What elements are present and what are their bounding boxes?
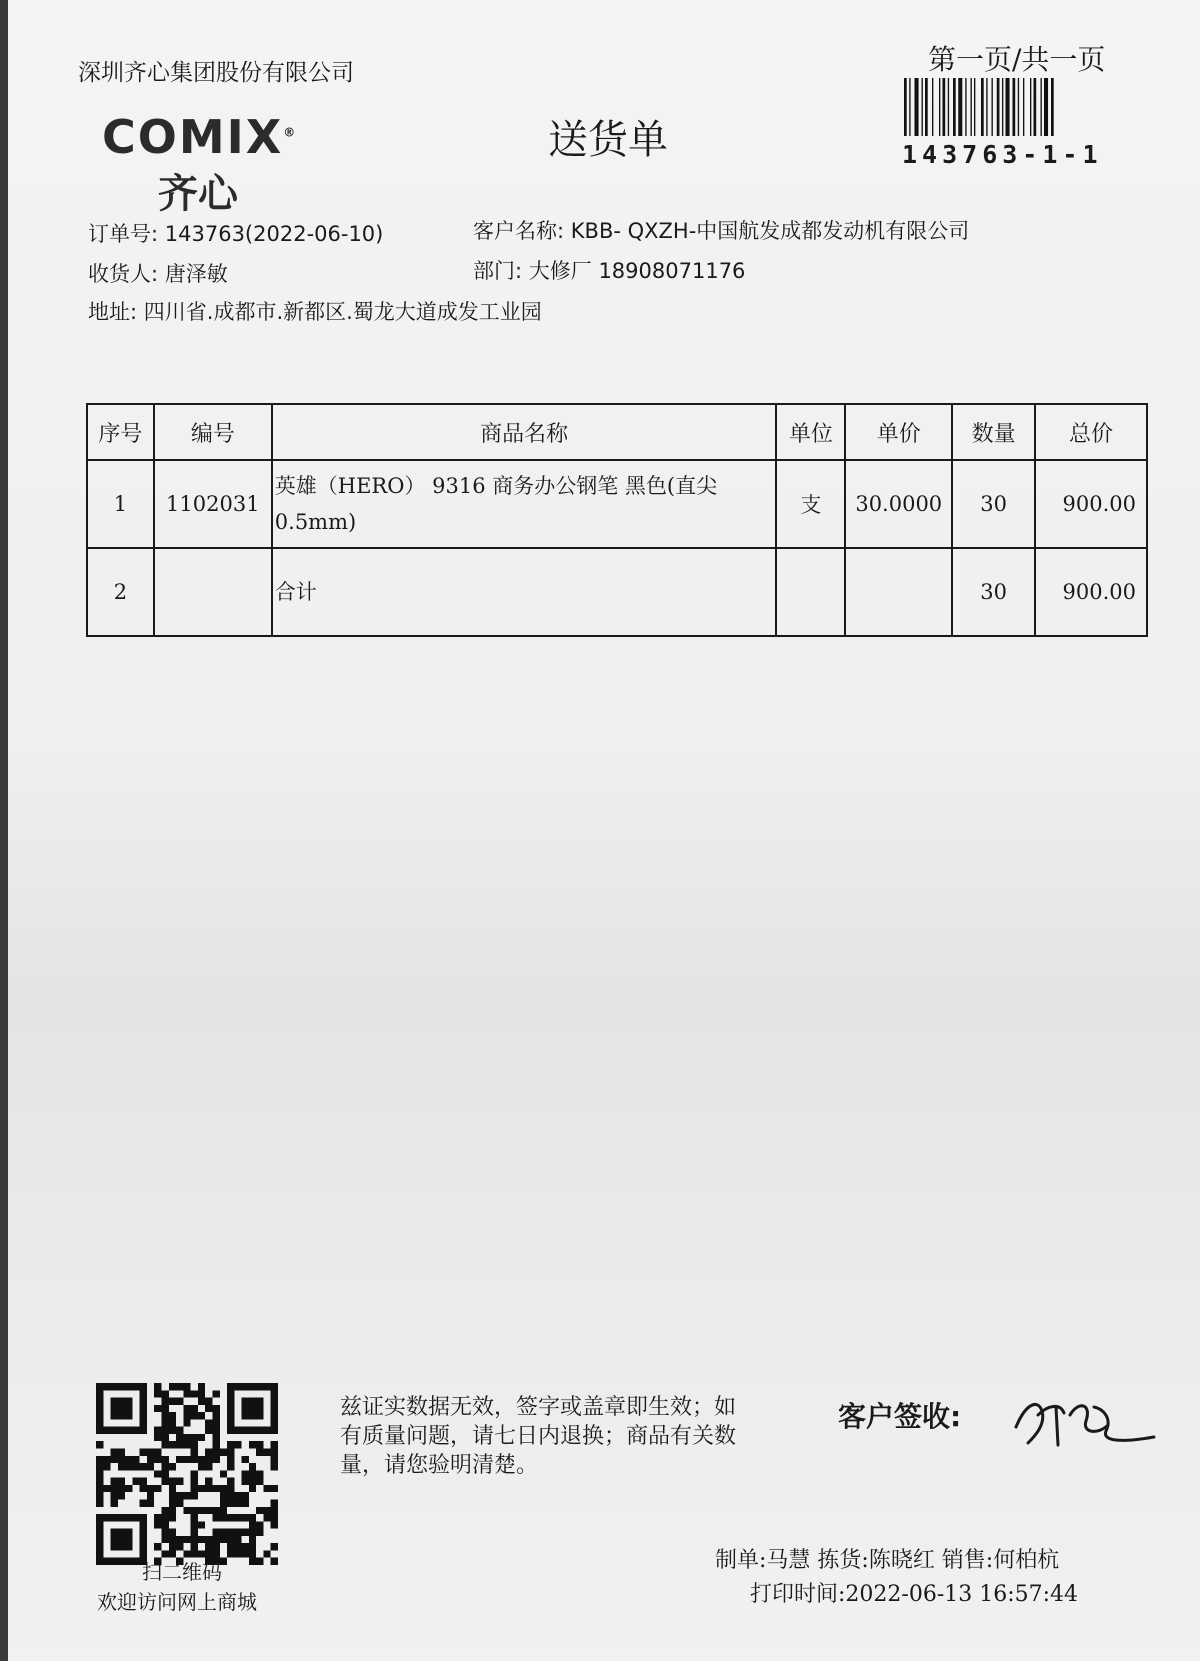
receiver-row xyxy=(88,258,228,288)
col-header-total: 总价 xyxy=(1035,404,1147,460)
cell-quantity: 30 xyxy=(952,548,1035,636)
receiver-value: 唐泽敏 xyxy=(164,262,228,286)
staff-info: 制单:马慧 拣货:陈晓红 销售:何柏杭 xyxy=(715,1548,1060,1573)
col-header-unit-price: 单价 xyxy=(845,404,952,460)
cell-code xyxy=(154,548,272,636)
cell-index: 2 xyxy=(87,548,154,636)
comix-logo: COMIX® xyxy=(102,110,298,164)
cell-product-name: 合计 xyxy=(272,548,777,636)
order-no-value: 143763(2022-06-10) xyxy=(164,222,384,246)
customer-label: 客户名称: xyxy=(473,219,565,243)
address-label: 地址: xyxy=(88,300,138,324)
dept-label: 部门: xyxy=(473,259,523,283)
goods-table xyxy=(86,403,1148,637)
table-row xyxy=(87,460,1147,548)
company-name: 深圳齐心集团股份有限公司 xyxy=(78,60,354,86)
cell-total: 900.00 xyxy=(1035,548,1147,636)
handwritten-signature xyxy=(1008,1385,1158,1455)
qr-caption-scan: 扫二维码 xyxy=(142,1560,222,1584)
table-row xyxy=(87,548,1147,636)
page-info: 第一页/共一页 xyxy=(928,43,1106,76)
barcode-icon xyxy=(902,78,1110,136)
barcode-number: 143763-1-1 xyxy=(902,140,1103,169)
address-value: 四川省.成都市.新都区.蜀龙大道成发工业园 xyxy=(143,300,542,324)
cell-quantity: 30 xyxy=(952,460,1035,548)
col-header-unit: 单位 xyxy=(776,404,845,460)
customer-sign-label: 客户签收: xyxy=(838,1400,962,1433)
cell-product-name: 英雄（HERO） 9316 商务办公钢笔 黑色(直尖 0.5mm) xyxy=(272,460,777,548)
cell-unit xyxy=(776,548,845,636)
table-header-row xyxy=(87,404,1147,460)
cell-total: 900.00 xyxy=(1035,460,1147,548)
print-time: 打印时间:2022-06-13 16:57:44 xyxy=(750,1582,1079,1607)
document-title: 送货单 xyxy=(548,117,668,163)
cell-index: 1 xyxy=(87,460,154,548)
qr-code-icon xyxy=(96,1383,278,1565)
order-no-row xyxy=(88,218,383,248)
col-header-product-name: 商品名称 xyxy=(272,404,777,460)
col-header-quantity: 数量 xyxy=(952,404,1035,460)
dept-value: 大修厂 18908071176 xyxy=(528,259,746,283)
cell-unit-price: 30.0000 xyxy=(845,460,952,548)
cell-unit: 支 xyxy=(776,460,845,548)
col-header-index: 序号 xyxy=(87,404,154,460)
address-row xyxy=(88,296,542,326)
dept-row xyxy=(473,255,745,285)
comix-logo-cn: 齐心 xyxy=(158,171,238,217)
col-header-code: 编号 xyxy=(154,404,272,460)
customer-value: KBB- QXZH-中国航发成都发动机有限公司 xyxy=(570,219,970,243)
customer-row xyxy=(473,215,969,245)
cell-code: 1102031 xyxy=(154,460,272,548)
cell-unit-price xyxy=(845,548,952,636)
order-no-label: 订单号: xyxy=(88,222,159,246)
notice-text: 兹证实数据无效，签字或盖章即生效；如有质量问题，请七日内退换；商品有关数量，请您验明清楚。 xyxy=(340,1395,737,1478)
receiver-label: 收货人: xyxy=(88,262,159,286)
qr-caption-mall: 欢迎访问网上商城 xyxy=(97,1590,257,1614)
